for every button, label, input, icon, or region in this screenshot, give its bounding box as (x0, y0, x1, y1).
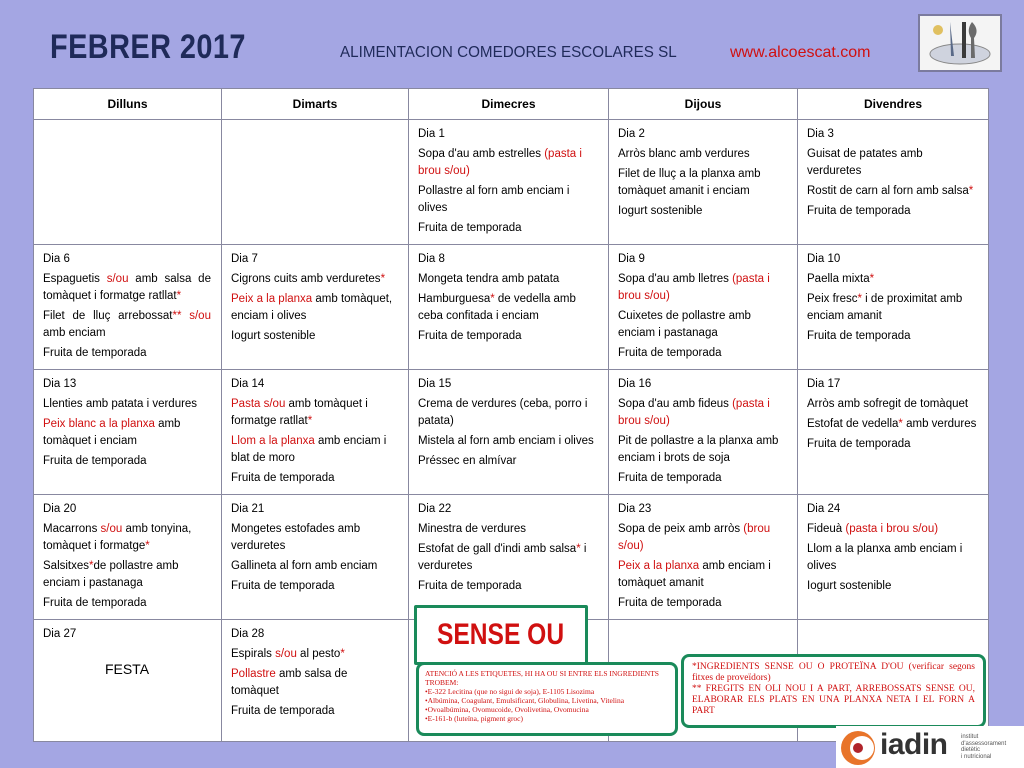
dish-item: Fruita de temporada (618, 472, 722, 484)
legend-note-line: ** FREGITS EN OLI NOU I A PART, ARREBOSSATS SENSE OU, ELABORAR ELS PLATS EN UNA PLANXA NETA I EL FORN A PART (692, 684, 975, 716)
empty-day-cell (222, 120, 409, 245)
weekday-header: Dijous (609, 89, 798, 120)
dish-item: Espirals s/ou al pesto* (231, 648, 345, 660)
dish-item: Iogurt sostenible (807, 580, 892, 592)
dish-item: Iogurt sostenible (231, 330, 316, 342)
weekday-header: Dimarts (222, 89, 409, 120)
dish-item: Fruita de temporada (618, 597, 722, 609)
day-number: Dia 27 (43, 628, 77, 640)
allergen-note-line: •E-322 Lecitina (que no sigui de soja), E-1105 Lisozima (425, 687, 595, 696)
dish-item: Pollastre al forn amb enciam i olives (418, 185, 570, 214)
empty-day-cell (34, 120, 222, 245)
day-number: Dia 7 (231, 253, 258, 265)
iadin-tagline: institut d'assessorament dietètic i nutricional (961, 734, 1007, 760)
dish-item: Salsitxes*de pollastre amb enciam i pastanaga (43, 560, 179, 589)
day-cell (222, 245, 409, 370)
dish-item: Peix blanc a la planxa amb tomàquet i enciam (43, 418, 181, 447)
dish-item: Fruita de temporada (231, 472, 335, 484)
day-number: Dia 3 (807, 128, 834, 140)
dish-item: Fruita de temporada (418, 580, 522, 592)
dish-item: Sopa d'au amb estrelles (pasta i brou s/ou) (418, 148, 582, 177)
dish-item: Fruita de temporada (618, 347, 722, 359)
dish-item: Guisat de patates amb verduretes (807, 148, 923, 177)
day-number: Dia 13 (43, 378, 77, 390)
weekday-header: Dimecres (409, 89, 609, 120)
day-number: Dia 15 (418, 378, 452, 390)
day-cell (34, 370, 222, 495)
cutlery-logo (918, 14, 1002, 72)
day-cell (34, 245, 222, 370)
day-cell (798, 370, 989, 495)
day-cell (798, 120, 989, 245)
dish-item: Minestra de verdures (418, 523, 527, 535)
day-cell (609, 245, 798, 370)
dish-item: Sopa de peix amb arròs (brou s/ou) (618, 523, 771, 552)
dish-item: Fruita de temporada (43, 597, 147, 609)
week-row (34, 120, 989, 245)
day-number: Dia 23 (618, 503, 652, 515)
day-cell (222, 495, 409, 620)
dish-item: Arròs blanc amb verdures (618, 148, 750, 160)
dish-item: Estofat de vedella* amb verdures (807, 418, 977, 430)
dish-item: Pollastre amb salsa de tomàquet (231, 668, 348, 697)
week-row (34, 245, 989, 370)
day-cell (609, 120, 798, 245)
day-cell (409, 495, 609, 620)
day-number: Dia 28 (231, 628, 265, 640)
day-number: Dia 16 (618, 378, 652, 390)
allergen-note (416, 662, 678, 736)
day-cell (409, 370, 609, 495)
dish-item: Filet de lluç arrebossat** s/ou amb enciam (43, 310, 211, 339)
dish-item: Fruita de temporada (43, 455, 147, 467)
dish-item: Fruita de temporada (418, 222, 522, 234)
dish-item: Mongetes estofades amb verduretes (231, 523, 361, 552)
dish-item: Gallineta al forn amb enciam (231, 560, 378, 572)
weekday-header-row (34, 89, 989, 120)
dish-item: Fruita de temporada (231, 580, 335, 592)
dish-item: Crema de verdures (ceba, porro i patata) (418, 398, 588, 427)
day-cell (798, 495, 989, 620)
day-number: Dia 8 (418, 253, 445, 265)
day-cell (222, 620, 409, 742)
day-number: Dia 20 (43, 503, 77, 515)
dish-item: Pasta s/ou amb tomàquet i formatge ratllat* (231, 398, 368, 427)
day-number: Dia 6 (43, 253, 70, 265)
day-cell (409, 245, 609, 370)
dish-item: Fruita de temporada (418, 330, 522, 342)
dish-item: Paella mixta* (807, 273, 875, 285)
dish-item: Sopa d'au amb fideus (pasta i brou s/ou) (618, 398, 770, 427)
page-title: FEBRER 2017 (50, 28, 246, 66)
iadin-logo-icon (836, 726, 880, 768)
weekday-header: Divendres (798, 89, 989, 120)
day-number: Dia 14 (231, 378, 265, 390)
dish-item: Peix fresc* i de proximitat amb enciam amanit (807, 293, 963, 322)
dish-item: Rostit de carn al forn amb salsa* (807, 185, 974, 197)
iadin-logo (836, 726, 1024, 768)
day-cell (609, 370, 798, 495)
dish-item: Hamburguesa* de vedella amb ceba confitada i enciam (418, 293, 576, 322)
sense-ou-label: SENSE OU (414, 605, 588, 665)
dish-item: Fruita de temporada (43, 347, 147, 359)
day-cell (34, 620, 222, 742)
dish-item: Peix a la planxa amb enciam i tomàquet amanit (618, 560, 771, 589)
dish-item: Cuixetes de pollastre amb enciam i pastanaga (618, 310, 751, 339)
week-row (34, 495, 989, 620)
legend-note-line: *INGREDIENTS SENSE OU O PROTEÏNA D'OU (verificar segons fitxes de proveïdors) (692, 662, 975, 683)
cutlery-icon (920, 16, 1000, 70)
website-link[interactable]: www.alcoescat.com (730, 44, 871, 61)
day-number: Dia 22 (418, 503, 452, 515)
dish-item: Estofat de gall d'indi amb salsa* i verduretes (418, 543, 587, 572)
dish-item: Llenties amb patata i verdures (43, 398, 198, 410)
day-number: Dia 2 (618, 128, 645, 140)
dish-item: Macarrons s/ou amb tonyina, tomàquet i formatge* (43, 523, 192, 552)
allergen-note-line: ATENCIÓ A LES ETIQUETES, HI HA OU SI ENTRE ELS INGREDIENTS TROBEM: (425, 669, 659, 687)
dish-item: Peix a la planxa amb tomàquet, enciam i olives (231, 293, 393, 322)
dish-item: Fruita de temporada (807, 438, 911, 450)
day-cell (798, 245, 989, 370)
iadin-wordmark: iadin (880, 728, 948, 761)
allergen-note-line: •Albúmina, Coagulant, Emulsificant, Globulina, Livetina, Vitelina (425, 696, 625, 705)
dish-item: Mongeta tendra amb patata (418, 273, 560, 285)
dish-item: Arròs amb sofregit de tomàquet (807, 398, 969, 410)
dish-item: Fruita de temporada (807, 205, 911, 217)
allergen-note-line: •E-161-b (luteïna, pigment groc) (425, 714, 524, 723)
dish-item: Fideuà (pasta i brou s/ou) (807, 523, 939, 535)
dish-item: Préssec en almívar (418, 455, 517, 467)
dish-item: Llom a la planxa amb enciam i blat de moro (231, 435, 387, 464)
company-name: ALIMENTACION COMEDORES ESCOLARES SL (340, 44, 677, 61)
allergen-note-line: •Ovoalbúmina, Ovomucoide, Ovolivetina, Ovomucina (425, 705, 589, 714)
day-number: Dia 21 (231, 503, 265, 515)
week-row (34, 370, 989, 495)
dish-item: Iogurt sostenible (618, 205, 703, 217)
dish-item: Cigrons cuits amb verduretes* (231, 273, 386, 285)
dish-item: Espaguetis s/ou amb salsa de tomàquet i formatge ratllat* (43, 273, 211, 302)
dish-item: Fruita de temporada (231, 705, 335, 717)
dish-item: Fruita de temporada (807, 330, 911, 342)
day-number: Dia 10 (807, 253, 841, 265)
day-cell (34, 495, 222, 620)
holiday-label: FESTA (104, 661, 150, 677)
day-number: Dia 24 (807, 503, 841, 515)
day-number: Dia 9 (618, 253, 645, 265)
day-cell (409, 120, 609, 245)
dish-item: Llom a la planxa amb enciam i olives (807, 543, 963, 572)
weekday-header: Dilluns (34, 89, 222, 120)
dish-item: Sopa d'au amb lletres (pasta i brou s/ou) (618, 273, 770, 302)
day-number: Dia 1 (418, 128, 445, 140)
day-number: Dia 17 (807, 378, 841, 390)
dish-item: Filet de lluç a la planxa amb tomàquet amanit i enciam (618, 168, 761, 197)
dish-item: Mistela al forn amb enciam i olives (418, 435, 594, 447)
legend-note (681, 654, 986, 728)
day-cell (222, 370, 409, 495)
dish-item: Pit de pollastre a la planxa amb enciam i brots de soja (618, 435, 779, 464)
day-cell (609, 495, 798, 620)
